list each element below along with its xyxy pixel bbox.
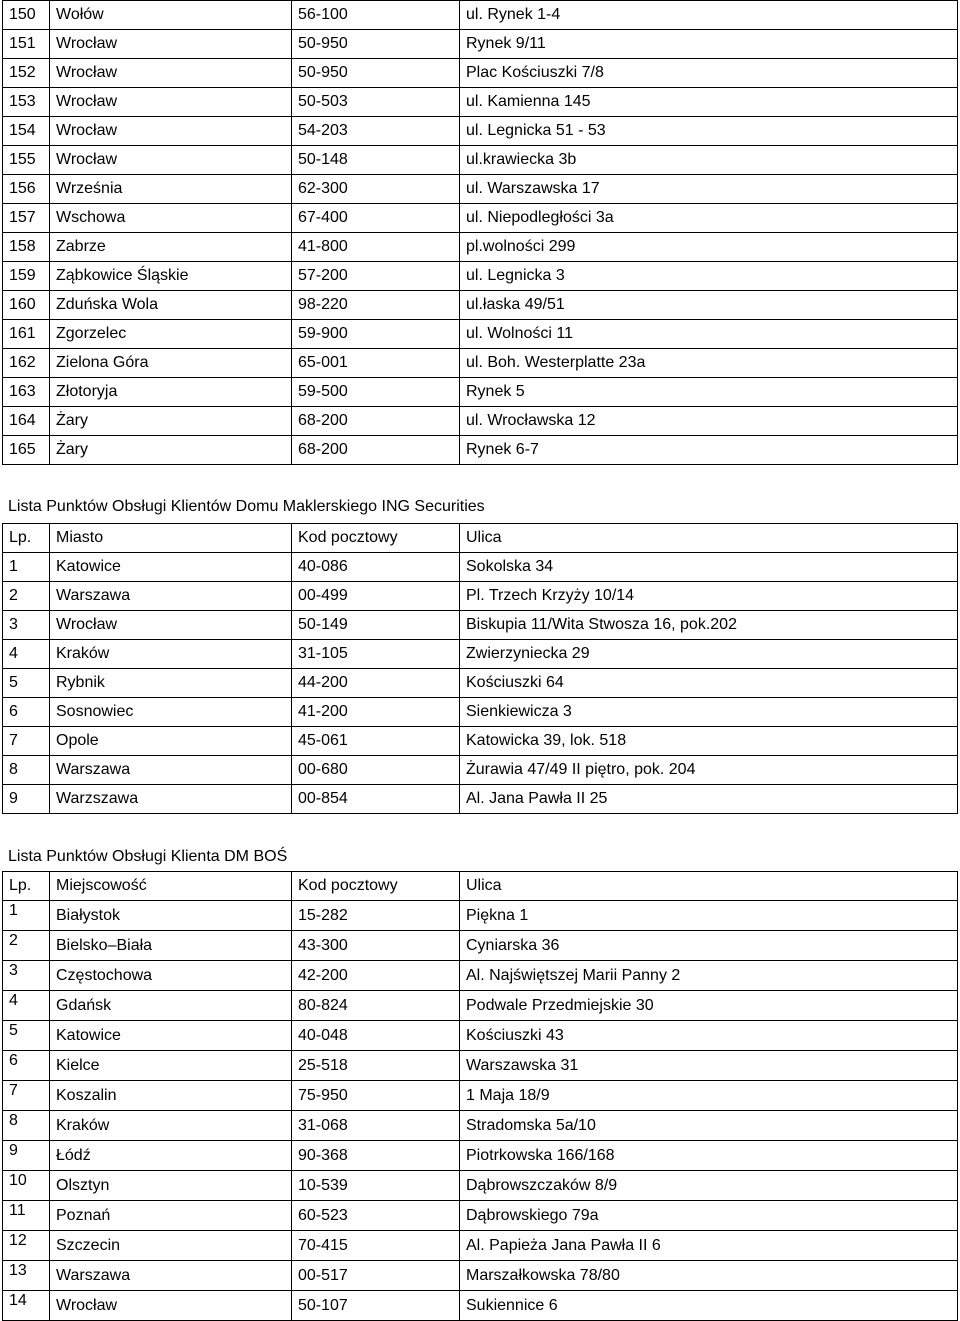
- cell-postal-code: 00-517: [292, 1261, 460, 1291]
- header-city: Miasto: [50, 524, 292, 553]
- cell-city: Zielona Góra: [50, 349, 292, 378]
- table-row: [3, 961, 958, 991]
- table-row: [3, 727, 958, 756]
- cell-street: Kościuszki 64: [460, 669, 958, 698]
- cell-city: Kraków: [50, 640, 292, 669]
- table-row: [3, 407, 958, 436]
- ing-securities-table: [2, 523, 958, 814]
- cell-postal-code: 67-400: [292, 204, 460, 233]
- cell-city: Bielsko–Biała: [50, 931, 292, 961]
- table-row: [3, 901, 958, 931]
- cell-city: Gdańsk: [50, 991, 292, 1021]
- table-row: [3, 378, 958, 407]
- cell-city: Olsztyn: [50, 1171, 292, 1201]
- header-postal-code: Kod pocztowy: [292, 872, 460, 901]
- cell-postal-code: 40-086: [292, 553, 460, 582]
- cell-street: 1 Maja 18/9: [460, 1081, 958, 1111]
- cell-city: Wrocław: [50, 88, 292, 117]
- cell-street: Katowicka 39, lok. 518: [460, 727, 958, 756]
- cell-postal-code: 70-415: [292, 1231, 460, 1261]
- cell-city: Katowice: [50, 1021, 292, 1051]
- cell-city: Katowice: [50, 553, 292, 582]
- cell-street: ul.łaska 49/51: [460, 291, 958, 320]
- cell-postal-code: 00-680: [292, 756, 460, 785]
- dm-bos-table: [2, 871, 958, 1321]
- table-row: [3, 756, 958, 785]
- cell-city: Wrocław: [50, 117, 292, 146]
- cell-lp: 164: [3, 407, 50, 436]
- cell-city: Koszalin: [50, 1081, 292, 1111]
- cell-street: Zwierzyniecka 29: [460, 640, 958, 669]
- cell-city: Sosnowiec: [50, 698, 292, 727]
- cell-lp: 160: [3, 291, 50, 320]
- cell-city: Kraków: [50, 1111, 292, 1141]
- table-row: [3, 991, 958, 1021]
- table-row: [3, 611, 958, 640]
- cell-street: ul. Legnicka 3: [460, 262, 958, 291]
- cell-postal-code: 15-282: [292, 901, 460, 931]
- cell-lp: 7: [3, 1081, 50, 1111]
- cell-city: Wrocław: [50, 30, 292, 59]
- table-row: [3, 1171, 958, 1201]
- cell-postal-code: 90-368: [292, 1141, 460, 1171]
- cell-street: Plac Kościuszki 7/8: [460, 59, 958, 88]
- cell-city: Wrocław: [50, 59, 292, 88]
- cell-lp: 13: [3, 1261, 50, 1291]
- cell-postal-code: 80-824: [292, 991, 460, 1021]
- cell-postal-code: 10-539: [292, 1171, 460, 1201]
- cell-street: ul. Rynek 1-4: [460, 1, 958, 30]
- cell-postal-code: 68-200: [292, 407, 460, 436]
- dm-bos-title: Lista Punktów Obsługi Klienta DM BOŚ: [8, 848, 288, 865]
- cell-city: Szczecin: [50, 1231, 292, 1261]
- table-row: [3, 669, 958, 698]
- header-locality: Miejscowość: [50, 872, 292, 901]
- cell-postal-code: 59-500: [292, 378, 460, 407]
- cell-postal-code: 25-518: [292, 1051, 460, 1081]
- cell-postal-code: 40-048: [292, 1021, 460, 1051]
- table-row: [3, 1051, 958, 1081]
- cell-lp: 162: [3, 349, 50, 378]
- cell-street: Piotrkowska 166/168: [460, 1141, 958, 1171]
- cell-lp: 6: [3, 1051, 50, 1081]
- cell-postal-code: 59-900: [292, 320, 460, 349]
- cell-city: Zduńska Wola: [50, 291, 292, 320]
- cell-lp: 163: [3, 378, 50, 407]
- cell-street: Dąbrowszczaków 8/9: [460, 1171, 958, 1201]
- cell-city: Poznań: [50, 1201, 292, 1231]
- cell-city: Rybnik: [50, 669, 292, 698]
- cell-street: ul.krawiecka 3b: [460, 146, 958, 175]
- cell-lp: 9: [3, 1141, 50, 1171]
- cell-city: Zgorzelec: [50, 320, 292, 349]
- cell-postal-code: 60-523: [292, 1201, 460, 1231]
- cell-lp: 14: [3, 1291, 50, 1321]
- cell-lp: 1: [3, 901, 50, 931]
- cell-lp: 151: [3, 30, 50, 59]
- cell-street: Cyniarska 36: [460, 931, 958, 961]
- cell-street: Kościuszki 43: [460, 1021, 958, 1051]
- cell-street: Żurawia 47/49 II piętro, pok. 204: [460, 756, 958, 785]
- cell-lp: 158: [3, 233, 50, 262]
- table-row: [3, 1141, 958, 1171]
- cell-city: Ząbkowice Śląskie: [50, 262, 292, 291]
- cell-street: ul. Legnicka 51 - 53: [460, 117, 958, 146]
- table-row: [3, 553, 958, 582]
- cell-street: Warszawska 31: [460, 1051, 958, 1081]
- table-row: [3, 1231, 958, 1261]
- cell-street: ul. Kamienna 145: [460, 88, 958, 117]
- header-lp: Lp.: [3, 524, 50, 553]
- table-row: [3, 1291, 958, 1321]
- table-row: [3, 175, 958, 204]
- table-row: [3, 931, 958, 961]
- cell-street: Podwale Przedmiejskie 30: [460, 991, 958, 1021]
- cell-city: Opole: [50, 727, 292, 756]
- cell-city: Września: [50, 175, 292, 204]
- cell-postal-code: 56-100: [292, 1, 460, 30]
- cell-street: Biskupia 11/Wita Stwosza 16, pok.202: [460, 611, 958, 640]
- header-lp: Lp.: [3, 872, 50, 901]
- cell-city: Wrocław: [50, 611, 292, 640]
- cell-street: Sokolska 34: [460, 553, 958, 582]
- cell-postal-code: 50-950: [292, 30, 460, 59]
- cell-postal-code: 31-105: [292, 640, 460, 669]
- cell-lp: 153: [3, 88, 50, 117]
- table-row: [3, 698, 958, 727]
- cell-city: Żary: [50, 436, 292, 465]
- cell-postal-code: 62-300: [292, 175, 460, 204]
- table-row: [3, 262, 958, 291]
- cell-street: Rynek 6-7: [460, 436, 958, 465]
- branch-table-body: [3, 1, 958, 465]
- header-street: Ulica: [460, 524, 958, 553]
- cell-postal-code: 65-001: [292, 349, 460, 378]
- table-row: [3, 1081, 958, 1111]
- cell-lp: 156: [3, 175, 50, 204]
- cell-street: Stradomska 5a/10: [460, 1111, 958, 1141]
- cell-street: ul. Boh. Westerplatte 23a: [460, 349, 958, 378]
- table-row: [3, 582, 958, 611]
- cell-city: Wrocław: [50, 146, 292, 175]
- cell-city: Warzszawa: [50, 785, 292, 814]
- cell-lp: 159: [3, 262, 50, 291]
- cell-lp: 1: [3, 553, 50, 582]
- table-row: [3, 1021, 958, 1051]
- cell-postal-code: 57-200: [292, 262, 460, 291]
- cell-street: Piękna 1: [460, 901, 958, 931]
- cell-city: Warszawa: [50, 1261, 292, 1291]
- cell-street: Al. Jana Pawła II 25: [460, 785, 958, 814]
- ing-securities-table-body: [3, 553, 958, 814]
- cell-lp: 5: [3, 669, 50, 698]
- cell-lp: 3: [3, 961, 50, 991]
- cell-lp: 2: [3, 931, 50, 961]
- table-row: [3, 204, 958, 233]
- cell-city: Warszawa: [50, 756, 292, 785]
- header-street: Ulica: [460, 872, 958, 901]
- table-row: [3, 320, 958, 349]
- cell-postal-code: 50-950: [292, 59, 460, 88]
- cell-street: Dąbrowskiego 79a: [460, 1201, 958, 1231]
- table-row: [3, 59, 958, 88]
- cell-street: Sukiennice 6: [460, 1291, 958, 1321]
- table-header-row: [3, 524, 958, 553]
- branch-table: [2, 0, 958, 465]
- cell-street: ul. Wolności 11: [460, 320, 958, 349]
- ing-securities-title: Lista Punktów Obsługi Klientów Domu Maklerskiego ING Securities: [8, 498, 485, 515]
- table-row: [3, 436, 958, 465]
- cell-city: Częstochowa: [50, 961, 292, 991]
- cell-city: Kielce: [50, 1051, 292, 1081]
- cell-city: Zabrze: [50, 233, 292, 262]
- cell-lp: 150: [3, 1, 50, 30]
- table-row: [3, 117, 958, 146]
- table-row: [3, 233, 958, 262]
- cell-lp: 165: [3, 436, 50, 465]
- cell-postal-code: 43-300: [292, 931, 460, 961]
- cell-lp: 10: [3, 1171, 50, 1201]
- cell-city: Warszawa: [50, 582, 292, 611]
- cell-postal-code: 00-499: [292, 582, 460, 611]
- cell-postal-code: 98-220: [292, 291, 460, 320]
- cell-postal-code: 50-503: [292, 88, 460, 117]
- cell-postal-code: 45-061: [292, 727, 460, 756]
- cell-lp: 154: [3, 117, 50, 146]
- cell-lp: 3: [3, 611, 50, 640]
- cell-lp: 4: [3, 640, 50, 669]
- cell-lp: 12: [3, 1231, 50, 1261]
- cell-street: Rynek 5: [460, 378, 958, 407]
- cell-lp: 5: [3, 1021, 50, 1051]
- cell-lp: 161: [3, 320, 50, 349]
- cell-street: Sienkiewicza 3: [460, 698, 958, 727]
- cell-city: Wrocław: [50, 1291, 292, 1321]
- dm-bos-table-body: [3, 901, 958, 1321]
- cell-postal-code: 42-200: [292, 961, 460, 991]
- cell-lp: 157: [3, 204, 50, 233]
- cell-lp: 2: [3, 582, 50, 611]
- cell-lp: 9: [3, 785, 50, 814]
- cell-postal-code: 68-200: [292, 436, 460, 465]
- cell-lp: 8: [3, 1111, 50, 1141]
- cell-postal-code: 75-950: [292, 1081, 460, 1111]
- cell-postal-code: 41-800: [292, 233, 460, 262]
- cell-lp: 7: [3, 727, 50, 756]
- table-row: [3, 349, 958, 378]
- cell-city: Żary: [50, 407, 292, 436]
- cell-postal-code: 44-200: [292, 669, 460, 698]
- cell-city: Wołów: [50, 1, 292, 30]
- cell-street: Pl. Trzech Krzyży 10/14: [460, 582, 958, 611]
- cell-lp: 152: [3, 59, 50, 88]
- header-postal-code: Kod pocztowy: [292, 524, 460, 553]
- table-row: [3, 1261, 958, 1291]
- table-row: [3, 291, 958, 320]
- cell-postal-code: 31-068: [292, 1111, 460, 1141]
- table-row: [3, 1201, 958, 1231]
- cell-city: Białystok: [50, 901, 292, 931]
- cell-postal-code: 50-107: [292, 1291, 460, 1321]
- cell-postal-code: 50-148: [292, 146, 460, 175]
- table-row: [3, 785, 958, 814]
- cell-city: Wschowa: [50, 204, 292, 233]
- table-row: [3, 1111, 958, 1141]
- cell-lp: 4: [3, 991, 50, 1021]
- cell-street: Marszałkowska 78/80: [460, 1261, 958, 1291]
- cell-lp: 11: [3, 1201, 50, 1231]
- cell-lp: 6: [3, 698, 50, 727]
- cell-street: ul. Niepodległości 3a: [460, 204, 958, 233]
- cell-street: Rynek 9/11: [460, 30, 958, 59]
- table-row: [3, 146, 958, 175]
- cell-street: Al. Papieża Jana Pawła II 6: [460, 1231, 958, 1261]
- table-row: [3, 88, 958, 117]
- cell-street: Al. Najświętszej Marii Panny 2: [460, 961, 958, 991]
- cell-lp: 8: [3, 756, 50, 785]
- table-row: [3, 30, 958, 59]
- cell-city: Łódź: [50, 1141, 292, 1171]
- cell-postal-code: 00-854: [292, 785, 460, 814]
- cell-postal-code: 41-200: [292, 698, 460, 727]
- table-header-row: [3, 872, 958, 901]
- cell-street: ul. Warszawska 17: [460, 175, 958, 204]
- cell-lp: 155: [3, 146, 50, 175]
- table-row: [3, 640, 958, 669]
- cell-street: ul. Wrocławska 12: [460, 407, 958, 436]
- table-row: [3, 1, 958, 30]
- cell-postal-code: 54-203: [292, 117, 460, 146]
- cell-postal-code: 50-149: [292, 611, 460, 640]
- cell-city: Złotoryja: [50, 378, 292, 407]
- cell-street: pl.wolności 299: [460, 233, 958, 262]
